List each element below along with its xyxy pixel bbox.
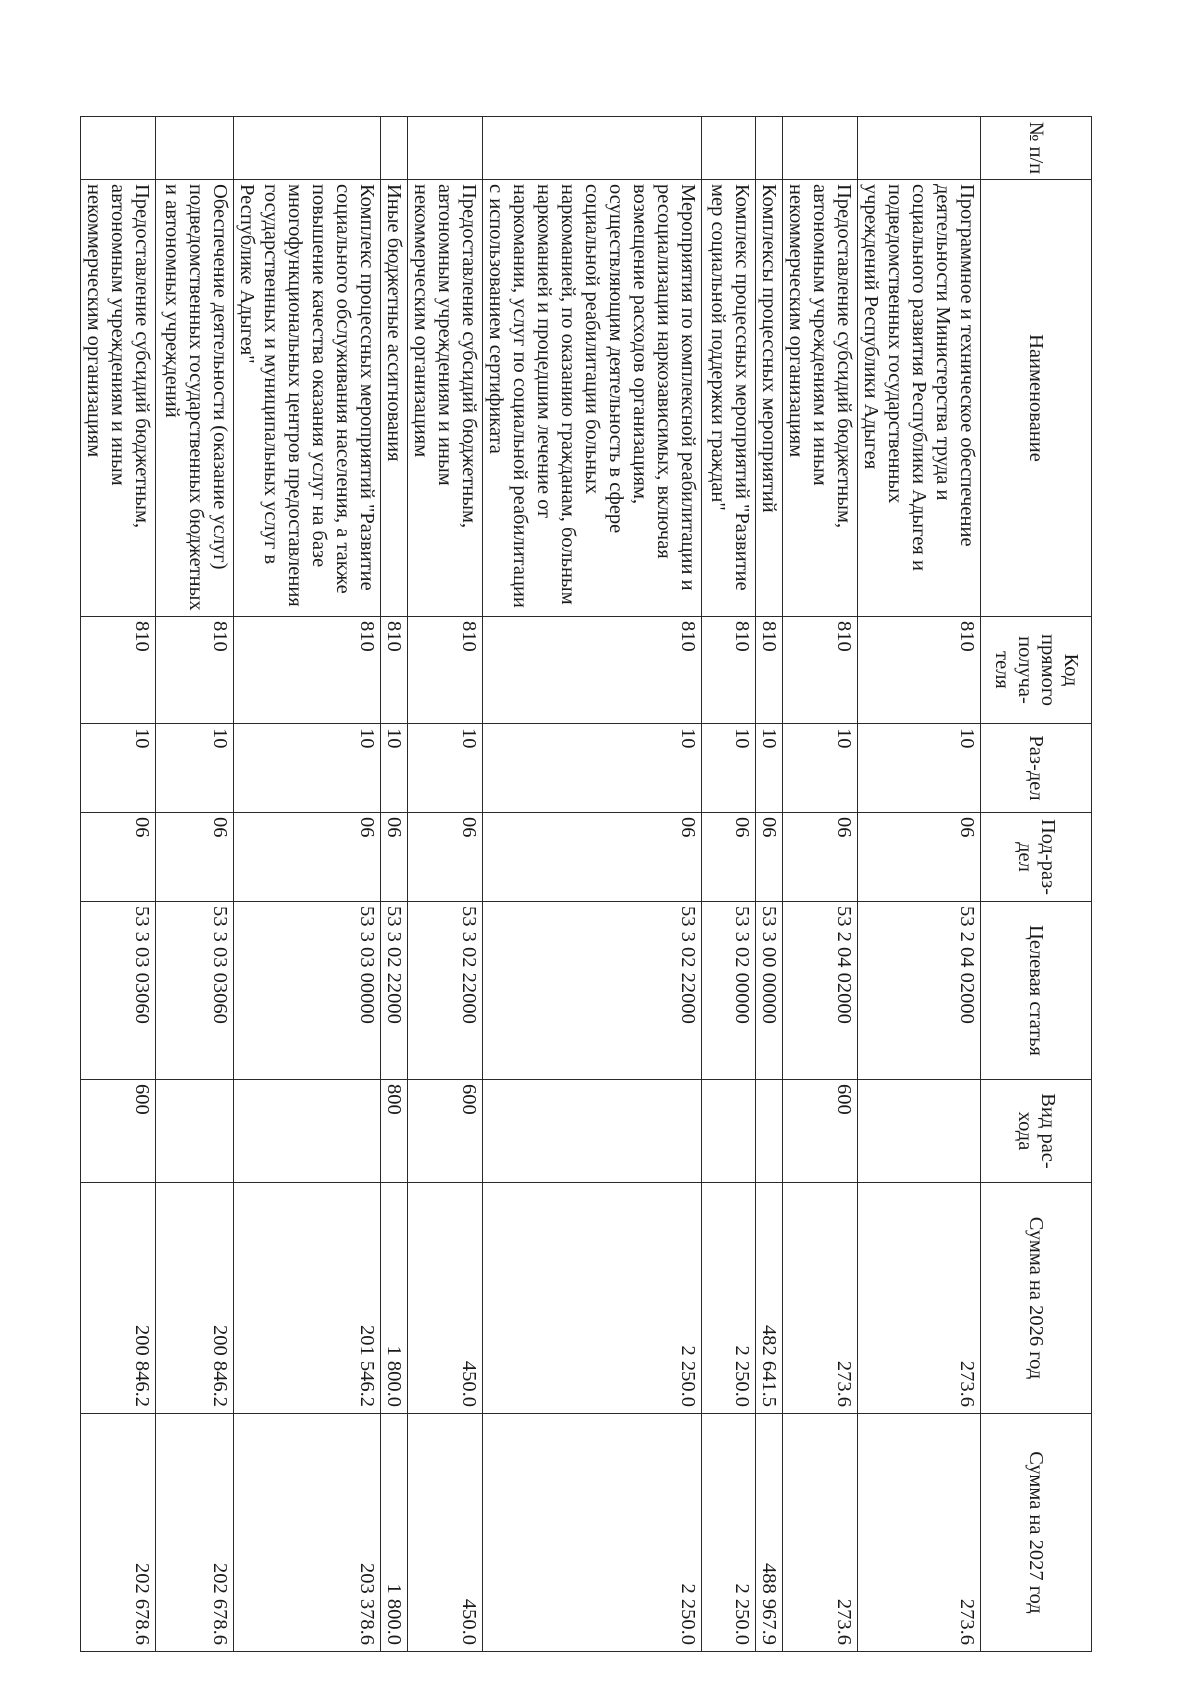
- table-row: [783, 117, 858, 1652]
- cell-expense-type: [858, 1080, 981, 1183]
- cell-sum-2026: 2 250.0: [483, 1183, 702, 1414]
- cell-expense-type: 800: [381, 1080, 408, 1183]
- cell-section: 10: [756, 724, 783, 813]
- cell-expense-type: [756, 1080, 783, 1183]
- cell-name: Комплекс процессных мероприятий "Развитие мер социальной поддержки граждан": [702, 180, 756, 617]
- cell-expense-type: [234, 1080, 381, 1183]
- cell-name: Предоставление субсидий бюджетным, автономным учреждениям и иным некоммерческим организациям: [783, 180, 858, 617]
- header-sum-2026: Сумма на 2026 год: [981, 1183, 1092, 1414]
- cell-recipient: 810: [858, 617, 981, 724]
- cell-subsection: 06: [483, 813, 702, 902]
- cell-target: 53 2 04 02000: [858, 902, 981, 1080]
- cell-target: 53 3 00 00000: [756, 902, 783, 1080]
- cell-name: Программное и техническое обеспечение деятельности Министерства труда и социального развития Республики Адыгея и подведомственных государственных учреждений Республики Адыгея: [858, 180, 981, 617]
- cell-subsection: 06: [156, 813, 234, 902]
- cell-target: 53 3 02 22000: [408, 902, 483, 1080]
- cell-recipient: 810: [234, 617, 381, 724]
- cell-section: 10: [381, 724, 408, 813]
- cell-target: 53 3 02 00000: [702, 902, 756, 1080]
- cell-subsection: 06: [234, 813, 381, 902]
- cell-sum-2027: 273.6: [858, 1414, 981, 1652]
- cell-sum-2026: 450.0: [408, 1183, 483, 1414]
- cell-expense-type: 600: [81, 1080, 156, 1183]
- table-row: [408, 117, 483, 1652]
- cell-target: 53 3 03 03060: [81, 902, 156, 1080]
- cell-sum-2027: 202 678.6: [156, 1414, 234, 1652]
- table-row: [858, 117, 981, 1652]
- cell-sum-2027: 273.6: [783, 1414, 858, 1652]
- table-row: [702, 117, 756, 1652]
- cell-name: Предоставление субсидий бюджетным, автономным учреждениям и иным некоммерческим организациям: [81, 180, 156, 617]
- cell-recipient: 810: [408, 617, 483, 724]
- budget-table: [80, 116, 1092, 1652]
- cell-sum-2027: 2 250.0: [483, 1414, 702, 1652]
- header-name: Наименование: [981, 180, 1092, 617]
- cell-expense-type: 600: [408, 1080, 483, 1183]
- cell-section: 10: [858, 724, 981, 813]
- cell-num: [81, 117, 156, 180]
- cell-sum-2027: 488 967.9: [756, 1414, 783, 1652]
- cell-num: [483, 117, 702, 180]
- cell-num: [858, 117, 981, 180]
- cell-sum-2027: 203 378.6: [234, 1414, 381, 1652]
- cell-sum-2026: 201 546.2: [234, 1183, 381, 1414]
- cell-sum-2027: 2 250.0: [702, 1414, 756, 1652]
- cell-subsection: 06: [858, 813, 981, 902]
- cell-name: Обеспечение деятельности (оказание услуг) подведомственных государственных бюджетных и автономных учреждений: [156, 180, 234, 617]
- table-row: [381, 117, 408, 1652]
- cell-section: 10: [156, 724, 234, 813]
- cell-sum-2026: 482 641.5: [756, 1183, 783, 1414]
- cell-recipient: 810: [702, 617, 756, 724]
- cell-section: 10: [81, 724, 156, 813]
- cell-subsection: 06: [381, 813, 408, 902]
- cell-target: 53 2 04 02000: [783, 902, 858, 1080]
- cell-sum-2027: 450.0: [408, 1414, 483, 1652]
- cell-expense-type: [156, 1080, 234, 1183]
- cell-sum-2027: 202 678.6: [81, 1414, 156, 1652]
- table-row: [81, 117, 156, 1652]
- cell-sum-2026: 273.6: [783, 1183, 858, 1414]
- cell-name: Комплексы процессных мероприятий: [756, 180, 783, 617]
- cell-target: 53 3 03 03060: [156, 902, 234, 1080]
- cell-num: [756, 117, 783, 180]
- cell-num: [783, 117, 858, 180]
- cell-name: Иные бюджетные ассигнования: [381, 180, 408, 617]
- cell-sum-2026: 2 250.0: [702, 1183, 756, 1414]
- cell-expense-type: 600: [783, 1080, 858, 1183]
- cell-name: Комплекс процессных мероприятий "Развитие социального обслуживания населения, а также повышение качества оказания услуг на базе многофункциональных центров предоставления государственных и муниципальных услуг в Республике Адыгея": [234, 180, 381, 617]
- cell-sum-2026: 273.6: [858, 1183, 981, 1414]
- cell-expense-type: [483, 1080, 702, 1183]
- cell-section: 10: [702, 724, 756, 813]
- cell-subsection: 06: [756, 813, 783, 902]
- cell-subsection: 06: [408, 813, 483, 902]
- header-subsection: Под-раз-дел: [981, 813, 1092, 902]
- cell-name: Предоставление субсидий бюджетным, автономным учреждениям и иным некоммерческим организациям: [408, 180, 483, 617]
- cell-sum-2026: 1 800.0: [381, 1183, 408, 1414]
- header-num: № п/п: [981, 117, 1092, 180]
- header-section: Раз-дел: [981, 724, 1092, 813]
- cell-recipient: 810: [81, 617, 156, 724]
- cell-target: 53 3 03 00000: [234, 902, 381, 1080]
- cell-section: 10: [483, 724, 702, 813]
- cell-section: 10: [234, 724, 381, 813]
- table-row: [234, 117, 381, 1652]
- cell-sum-2026: 200 846.2: [156, 1183, 234, 1414]
- cell-name: Мероприятия по комплексной реабилитации и ресоциализации наркозависимых, включая возмещение расходов организациям, осуществляющим деятельность в сфере социальной реабилитации больных наркоманией, по оказанию гражданам, больным наркоманией и процедшим лечение от наркомании, услуг по социальной реабилитации с использованием сертификата: [483, 180, 702, 617]
- cell-expense-type: [702, 1080, 756, 1183]
- header-expense-type: Вид рас-хода: [981, 1080, 1092, 1183]
- cell-recipient: 810: [783, 617, 858, 724]
- table-row: [156, 117, 234, 1652]
- cell-subsection: 06: [81, 813, 156, 902]
- cell-target: 53 3 02 22000: [381, 902, 408, 1080]
- cell-sum-2027: 1 800.0: [381, 1414, 408, 1652]
- header-target: Целевая статья: [981, 902, 1092, 1080]
- cell-recipient: 810: [756, 617, 783, 724]
- cell-num: [381, 117, 408, 180]
- table-row: [483, 117, 702, 1652]
- table-row: [756, 117, 783, 1652]
- cell-target: 53 3 02 22000: [483, 902, 702, 1080]
- cell-subsection: 06: [783, 813, 858, 902]
- cell-num: [702, 117, 756, 180]
- cell-num: [234, 117, 381, 180]
- cell-num: [156, 117, 234, 180]
- cell-section: 10: [408, 724, 483, 813]
- cell-recipient: 810: [381, 617, 408, 724]
- rotated-page: [83, 116, 1092, 1651]
- cell-subsection: 06: [702, 813, 756, 902]
- cell-recipient: 810: [483, 617, 702, 724]
- cell-section: 10: [783, 724, 858, 813]
- header-recipient: Код прямого получа-теля: [981, 617, 1092, 724]
- table-header-row: [981, 117, 1092, 1652]
- cell-recipient: 810: [156, 617, 234, 724]
- header-sum-2027: Сумма на 2027 год: [981, 1414, 1092, 1652]
- cell-sum-2026: 200 846.2: [81, 1183, 156, 1414]
- cell-num: [408, 117, 483, 180]
